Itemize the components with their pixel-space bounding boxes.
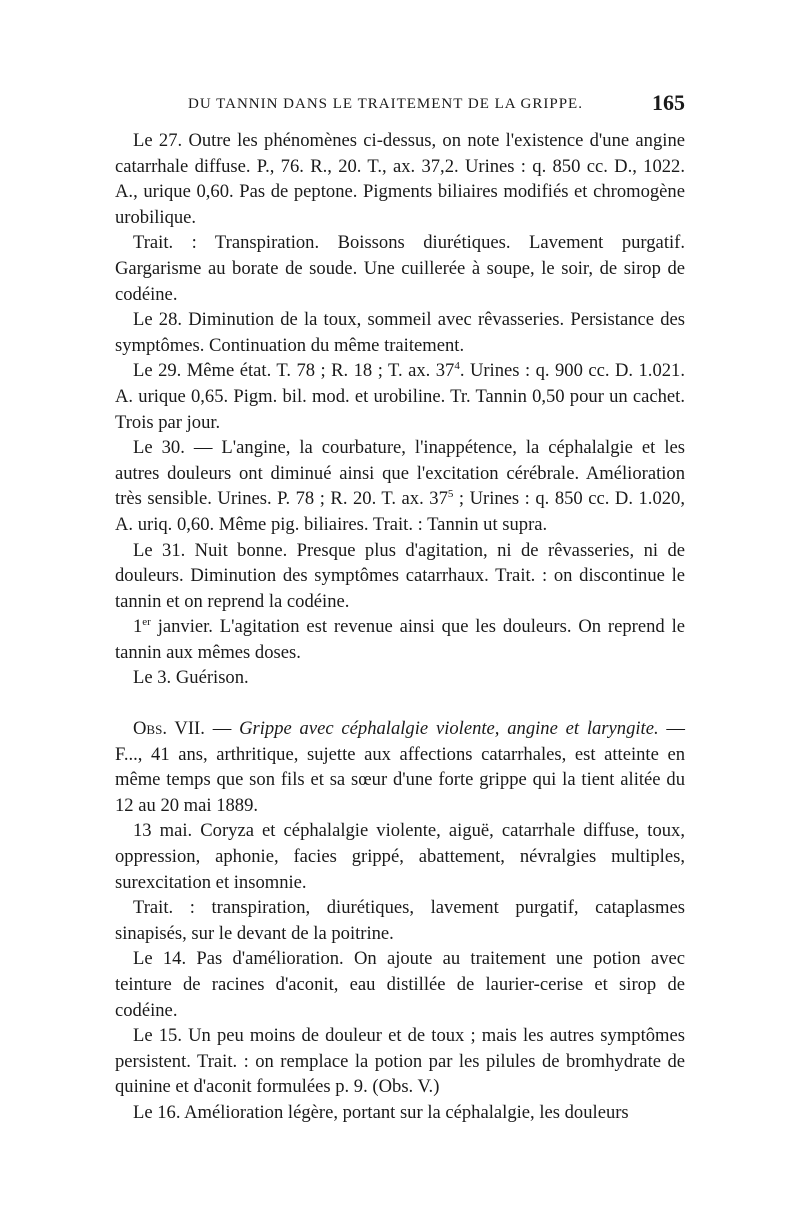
paragraph [115, 128, 685, 230]
paragraph [115, 230, 685, 307]
paragraph-text: Le 29. Même état. T. 78 ; R. 18 ; T. ax. 37 [133, 360, 455, 382]
observation-heading-paragraph [115, 716, 685, 818]
superscript: 5 [447, 488, 454, 501]
paragraph-text: Le 30. — L'angine, la courbature, l'inappétence, la céphalalgie et les autres douleurs ont diminué ainsi que l'excitation cérébrale. Amélioration très sensible. Urines. P. 78 ; R. 20. T. ax. 37 [115, 437, 685, 510]
paragraph [115, 946, 685, 1023]
superscript: er [142, 616, 151, 629]
paragraph-text: Le 31. Nuit bonne. Presque plus d'agitation, ni de rêvasseries, ni de douleurs. Diminution des symptômes catarrhaux. Trait. : on discontinue le tannin et on reprend la codéine. [115, 539, 685, 612]
paragraph [115, 435, 685, 537]
paragraph-text: Le 28. Diminution de la toux, sommeil avec rêvasseries. Persistance des symptômes. Continuation du même traitement. [115, 309, 685, 356]
observation-label: Obs. VII. [133, 718, 205, 740]
running-title: DU TANNIN DANS LE TRAITEMENT DE LA GRIPPE. [188, 96, 583, 112]
paragraph-text: — F..., 41 ans, arthritique, sujette aux affections catarrhales, est atteinte en même temps que son fils et sa sœur d'une forte grippe qui la tient alitée du 12 au 20 mai 1889. [115, 718, 686, 816]
paragraph-text: 1 [133, 616, 143, 638]
paragraph-text: Le 3. Guérison. [133, 667, 249, 689]
paragraph [115, 1023, 685, 1100]
paragraph-text: ; Urines : q. 850 cc. D. 1.020, A. uriq. 0,60. Même pig. biliaires. Trait. : Tannin ut supra. [115, 488, 685, 535]
paragraph [115, 358, 685, 435]
paragraph [115, 895, 685, 946]
paragraph-text: janvier. L'agitation est revenue ainsi que les douleurs. On reprend le tannin aux mêmes doses. [115, 616, 685, 663]
paragraph-text: Le 16. Amélioration légère, portant sur la céphalalgie, les douleurs [133, 1101, 629, 1123]
body-text [115, 128, 685, 1126]
paragraph [115, 307, 685, 358]
paragraph-text: Trait. : Transpiration. Boissons diurétiques. Lavement purgatif. Gargarisme au borate de soude. Une cuillerée à soupe, le soir, de sirop de codéine. [115, 232, 685, 305]
paragraph [115, 1100, 685, 1126]
paragraph-text: Trait. : transpiration, diurétiques, lavement purgatif, cataplasmes sinapisés, sur le devant de la poitrine. [115, 897, 685, 944]
paragraph-text: . Urines : q. 900 cc. D. 1.021. A. urique 0,65. Pigm. bil. mod. et urobiline. Tr. Tannin 0,50 pour un cachet. Trois par jour. [115, 360, 685, 433]
page-number: 165 [652, 90, 685, 115]
paragraph [115, 538, 685, 615]
paragraph [115, 665, 685, 691]
dash: — [204, 718, 240, 740]
paragraph [115, 614, 685, 665]
paragraph-text: Le 15. Un peu moins de douleur et de toux ; mais les autres symptômes persistent. Trait. : on remplace la potion par les pilules de bromhydrate de quinine et d'aconit formulées p. 9. (Obs. V.) [115, 1025, 685, 1098]
observation-title: Grippe avec céphalalgie violente, angine et laryngite. [239, 718, 659, 740]
superscript: 4 [454, 360, 460, 373]
paragraph-text: 13 mai. Coryza et céphalalgie violente, aiguë, catarrhale diffuse, toux, oppression, aphonie, facies grippé, abattement, névralgies multiples, surexcitation et insomnie. [115, 820, 685, 893]
page-header [115, 90, 685, 120]
paragraph-text: Le 27. Outre les phénomènes ci-dessus, on note l'existence d'une angine catarrhale diffuse. P., 76. R., 20. T., ax. 37,2. Urines : q. 850 cc. D., 1022. A., urique 0,60. Pas de peptone. Pigments biliaires modifiés et chromogène urobilique. [115, 130, 685, 228]
paragraph-text: Le 14. Pas d'amélioration. On ajoute au traitement une potion avec teinture de racines d'aconit, eau distillée de laurier-cerise et sirop de codéine. [115, 948, 685, 1021]
paragraph [115, 818, 685, 895]
